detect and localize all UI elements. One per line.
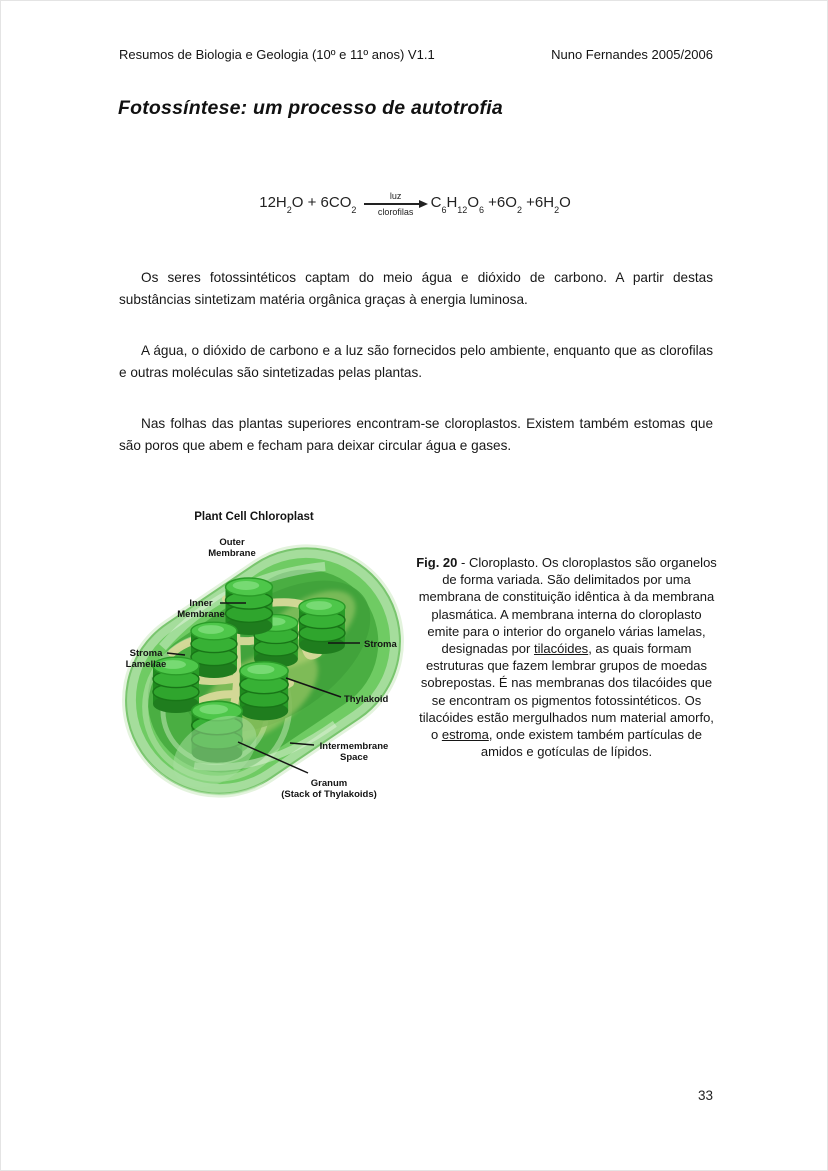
page-title: Fotossíntese: um processo de autotrofia bbox=[118, 97, 503, 119]
body-paragraph-2: A água, o dióxido de carbono e a luz são fornecidos pelo ambiente, enquanto que as clorofilas e outras moléculas são sintetizadas pelas plantas. bbox=[119, 343, 713, 380]
header-left-text: Resumos de Biologia e Geologia (10º e 11º anos) V1.1 bbox=[119, 47, 435, 62]
arrow-condition-bottom: clorofilas bbox=[377, 206, 414, 217]
figure-title: Plant Cell Chloroplast bbox=[194, 511, 314, 523]
equation-rhs: $C_6H_{12}O_6 +6O_2 +6H_2O$ bbox=[430, 193, 571, 215]
caption-text-1: - Cloroplasto. Os cloroplastos são organelos de forma variada. São delimitados por uma membrana de constituição idêntica à da membrana plasmática. A membrana interna do cloroplasto emite para o interior do organelo várias lamelas, designadas por bbox=[418, 555, 717, 657]
figure-caption-number: Fig. 20 bbox=[416, 555, 458, 570]
equation-lhs: $12H_2O + 6CO_2$ bbox=[259, 193, 357, 215]
body-paragraph-3: Nas folhas das plantas superiores encontram-se cloroplastos. Existem também estomas que são poros que abem e fecham para deixar circular água e gases. bbox=[119, 416, 713, 453]
label-stroma: Stroma bbox=[364, 639, 397, 650]
body-paragraph-1: Os seres fotossintéticos captam do meio água e dióxido de carbono. A partir destas substâncias sintetizam matéria orgânica graças à energia luminosa. bbox=[119, 270, 713, 307]
label-outer-membrane-line2: Membrane bbox=[208, 548, 256, 559]
label-inner-membrane-line1: Inner bbox=[189, 598, 213, 609]
header-right-text: Nuno Fernandes 2005/2006 bbox=[551, 47, 713, 62]
reaction-arrow bbox=[364, 191, 428, 216]
label-stroma-lamellae-line2: Lamellae bbox=[125, 659, 167, 670]
arrow-condition-top: luz bbox=[389, 191, 402, 202]
label-stroma-lamellae-line1: Stroma bbox=[129, 648, 163, 659]
caption-text-2: , as quais formam estruturas que fazem lembrar grupos de moedas sobrepostas. É nas membranas dos tilacóides que se encontram os pigmentos fotossintéticos. Os tilacóides estão mergulhados num material amorfo, o bbox=[419, 641, 714, 743]
caption-term-tilacoides: tilacóides bbox=[533, 641, 589, 657]
photosynthesis-equation bbox=[1, 181, 828, 225]
chloroplast-figure bbox=[114, 503, 416, 818]
chloroplast-illustration bbox=[114, 503, 416, 818]
granum-stack bbox=[299, 598, 345, 654]
granum-stack bbox=[240, 662, 288, 721]
label-thylakoid: Thylakoid bbox=[344, 694, 389, 705]
label-inner-membrane-line2: Membrane bbox=[177, 609, 225, 620]
page-number: 33 bbox=[697, 1088, 713, 1103]
page-header bbox=[119, 47, 713, 62]
figure-caption bbox=[414, 554, 719, 760]
caption-text-3: , onde existem também partículas de amidos e gotículas de lípidos. bbox=[480, 727, 702, 760]
arrow-shaft-icon bbox=[364, 203, 420, 204]
label-intermembrane-space-line1: Intermembrane bbox=[319, 741, 389, 752]
label-granum-line1: Granum bbox=[310, 778, 348, 789]
label-granum-line2: (Stack of Thylakoids) bbox=[281, 789, 377, 800]
label-outer-membrane-line1: Outer bbox=[219, 537, 245, 548]
label-intermembrane-space-line2: Space bbox=[340, 752, 368, 763]
caption-term-estroma: estroma bbox=[441, 727, 489, 743]
